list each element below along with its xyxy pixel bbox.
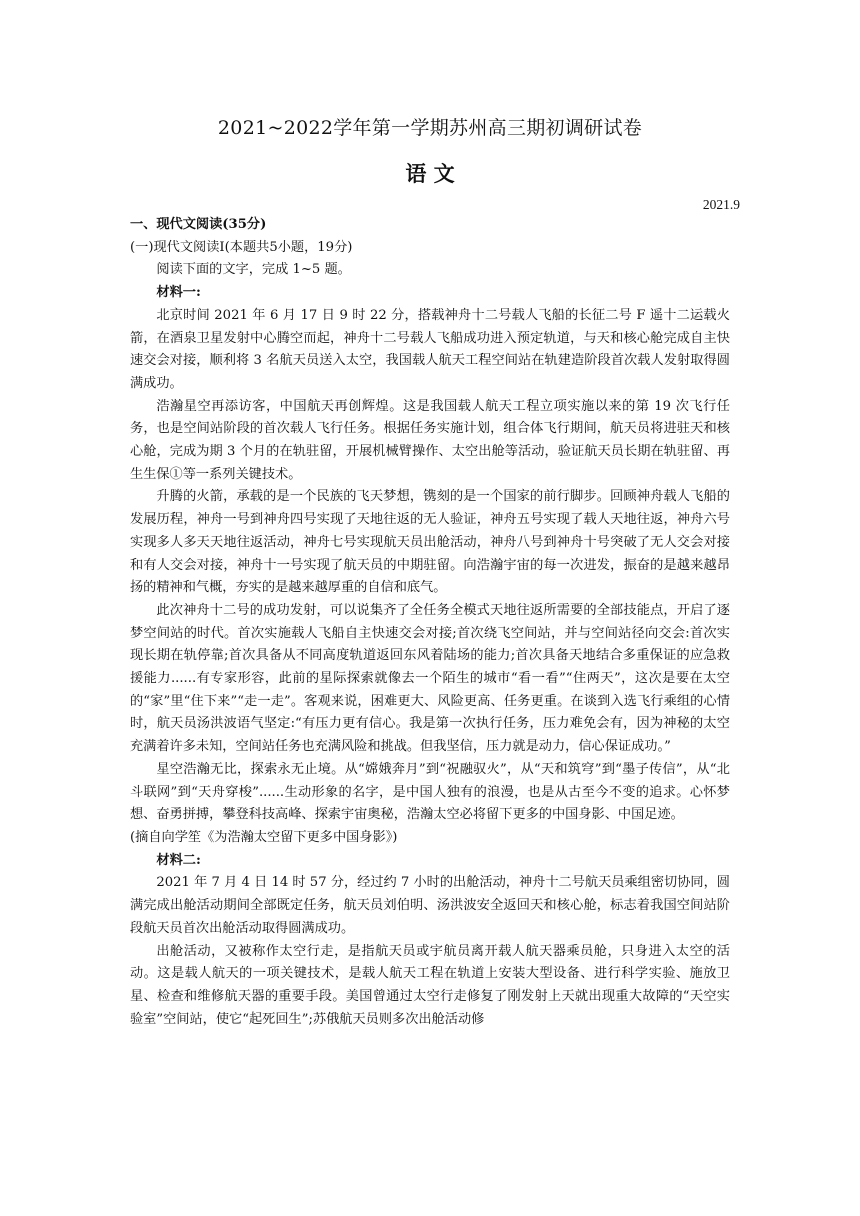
- material-two-paragraph: 2021 年 7 月 4 日 14 时 57 分，经过约 7 小时的出舱活动，神舟十二号航天员乘组密切协同，圆满完成出舱活动期间全部既定任务，航天员刘伯明、汤洪波安全返回天和核心舱，标志着我国空间站阶段航天员首次出舱活动取得圆满成功。: [130, 875, 730, 936]
- exam-title: 2021~2022学年第一学期苏州高三期初调研试卷: [217, 117, 643, 139]
- material-one-paragraph: 北京时间 2021 年 6 月 17 日 9 时 22 分，搭载神舟十二号载人飞船的长征二号 F 遥十二运载火箭，在酒泉卫星发射中心腾空而起，神舟十二号载人飞船成功进入预定轨道，与天和核心舱完成自主快速交会对接，顺利将 3 名航天员送入太空，我国载人航天工程空间站在轨建造阶段首次载人发射取得圆满成功。: [130, 307, 730, 391]
- exam-body: [130, 214, 730, 1031]
- material-one-paragraph: 升腾的火箭，承载的是一个民族的飞天梦想，镌刻的是一个国家的前行脚步。回顾神舟载人飞船的发展历程，神舟一号到神舟四号实现了天地往返的无人验证，神舟五号实现了载人天地往返，神舟六号实现多人多天天地往返活动，神舟七号实现航天员出舱活动，神舟八号到神舟十号突破了无人交会对接和有人交会对接，神舟十一号实现了航天员的中期驻留。向浩瀚宇宙的每一次进发，振奋的是越来越昂扬的精神和气概，夯实的是越来越厚重的自信和底气。: [130, 489, 730, 596]
- section-heading: 一、现代文阅读(35分): [130, 217, 267, 232]
- subject-title: 语 文: [405, 161, 455, 186]
- material-one-paragraph: 此次神舟十二号的成功发射，可以说集齐了全任务全模式天地往返所需要的全部技能点，开启了逐梦空间站的时代。首次实施载人飞船自主快速交会对接;首次绕飞空间站，并与空间站径向交会:首次实现长期在轨停靠;首次具备从不同高度轨道返回东风着陆场的能力;首次具备天地结合多重保证的应急救援能力......有专家形容，此前的星际探索就像去一个陌生的城市“看一看”“住两天”，这次是要在太空的“家”里“住下来”“走一走”。客观来说，困难更大、风险更高、任务更重。在谈到入选飞行乘组的心情时，航天员汤洪波语气坚定:“有压力更有信心。我是第一次执行任务，压力难免会有，因为神秘的太空充满着许多未知，空间站任务也充满风险和挑战。但我坚信，压力就是动力，信心保证成功。”: [130, 602, 730, 755]
- material-two-label: 材料二:: [156, 852, 201, 868]
- reading-instruction: 阅读下面的文字，完成 1~5 题。: [156, 262, 351, 278]
- subsection-heading: (一)现代文阅读I(本题共5小题，19分): [130, 239, 353, 255]
- material-one-source: (摘自向学笙《为浩瀚太空留下更多中国身影》): [130, 829, 398, 845]
- material-two-paragraph: 出舱活动，又被称作太空行走，是指航天员或宇航员离开载人航天器乘员舱，只身进入太空的活动。这是载人航天的一项关键技术，是载人航天工程在轨道上安装大型设备、进行科学实验、施放卫星、检查和维修航天器的重要手段。美国曾通过太空行走修复了刚发射上天就出现重大故障的“天空实验室”空间站，使它“起死回生”;苏俄航天员则多次出舱活动修: [130, 943, 730, 1027]
- exam-date: 2021.9: [702, 197, 740, 212]
- material-one-paragraph: 星空浩瀚无比，探索永无止境。从“嫦娥奔月”到“祝融驭火”，从“天和筑穹”到“墨子传信”，从“北斗联网”到“天舟穿梭”......生动形象的名字，是中国人独有的浪漫，也是从古至今不变的追求。心怀梦想、奋勇拼搏，攀登科技高峰、探索宇宙奥秘，浩瀚太空必将留下更多的中国身影、中国足迹。: [130, 761, 730, 823]
- material-one-paragraph: 浩瀚星空再添访客，中国航天再创辉煌。这是我国载人航天工程立项实施以来的第 19 次飞行任务，也是空间站阶段的首次载人飞行任务。根据任务实施计划，组合体飞行期间，航天员将进驻天和核心舱，完成为期 3 个月的在轨驻留，开展机械臂操作、太空出舱等活动，验证航天员长期在轨驻留、再生生保①等一系列关键技术。: [130, 398, 730, 482]
- material-one-label: 材料一:: [156, 285, 201, 301]
